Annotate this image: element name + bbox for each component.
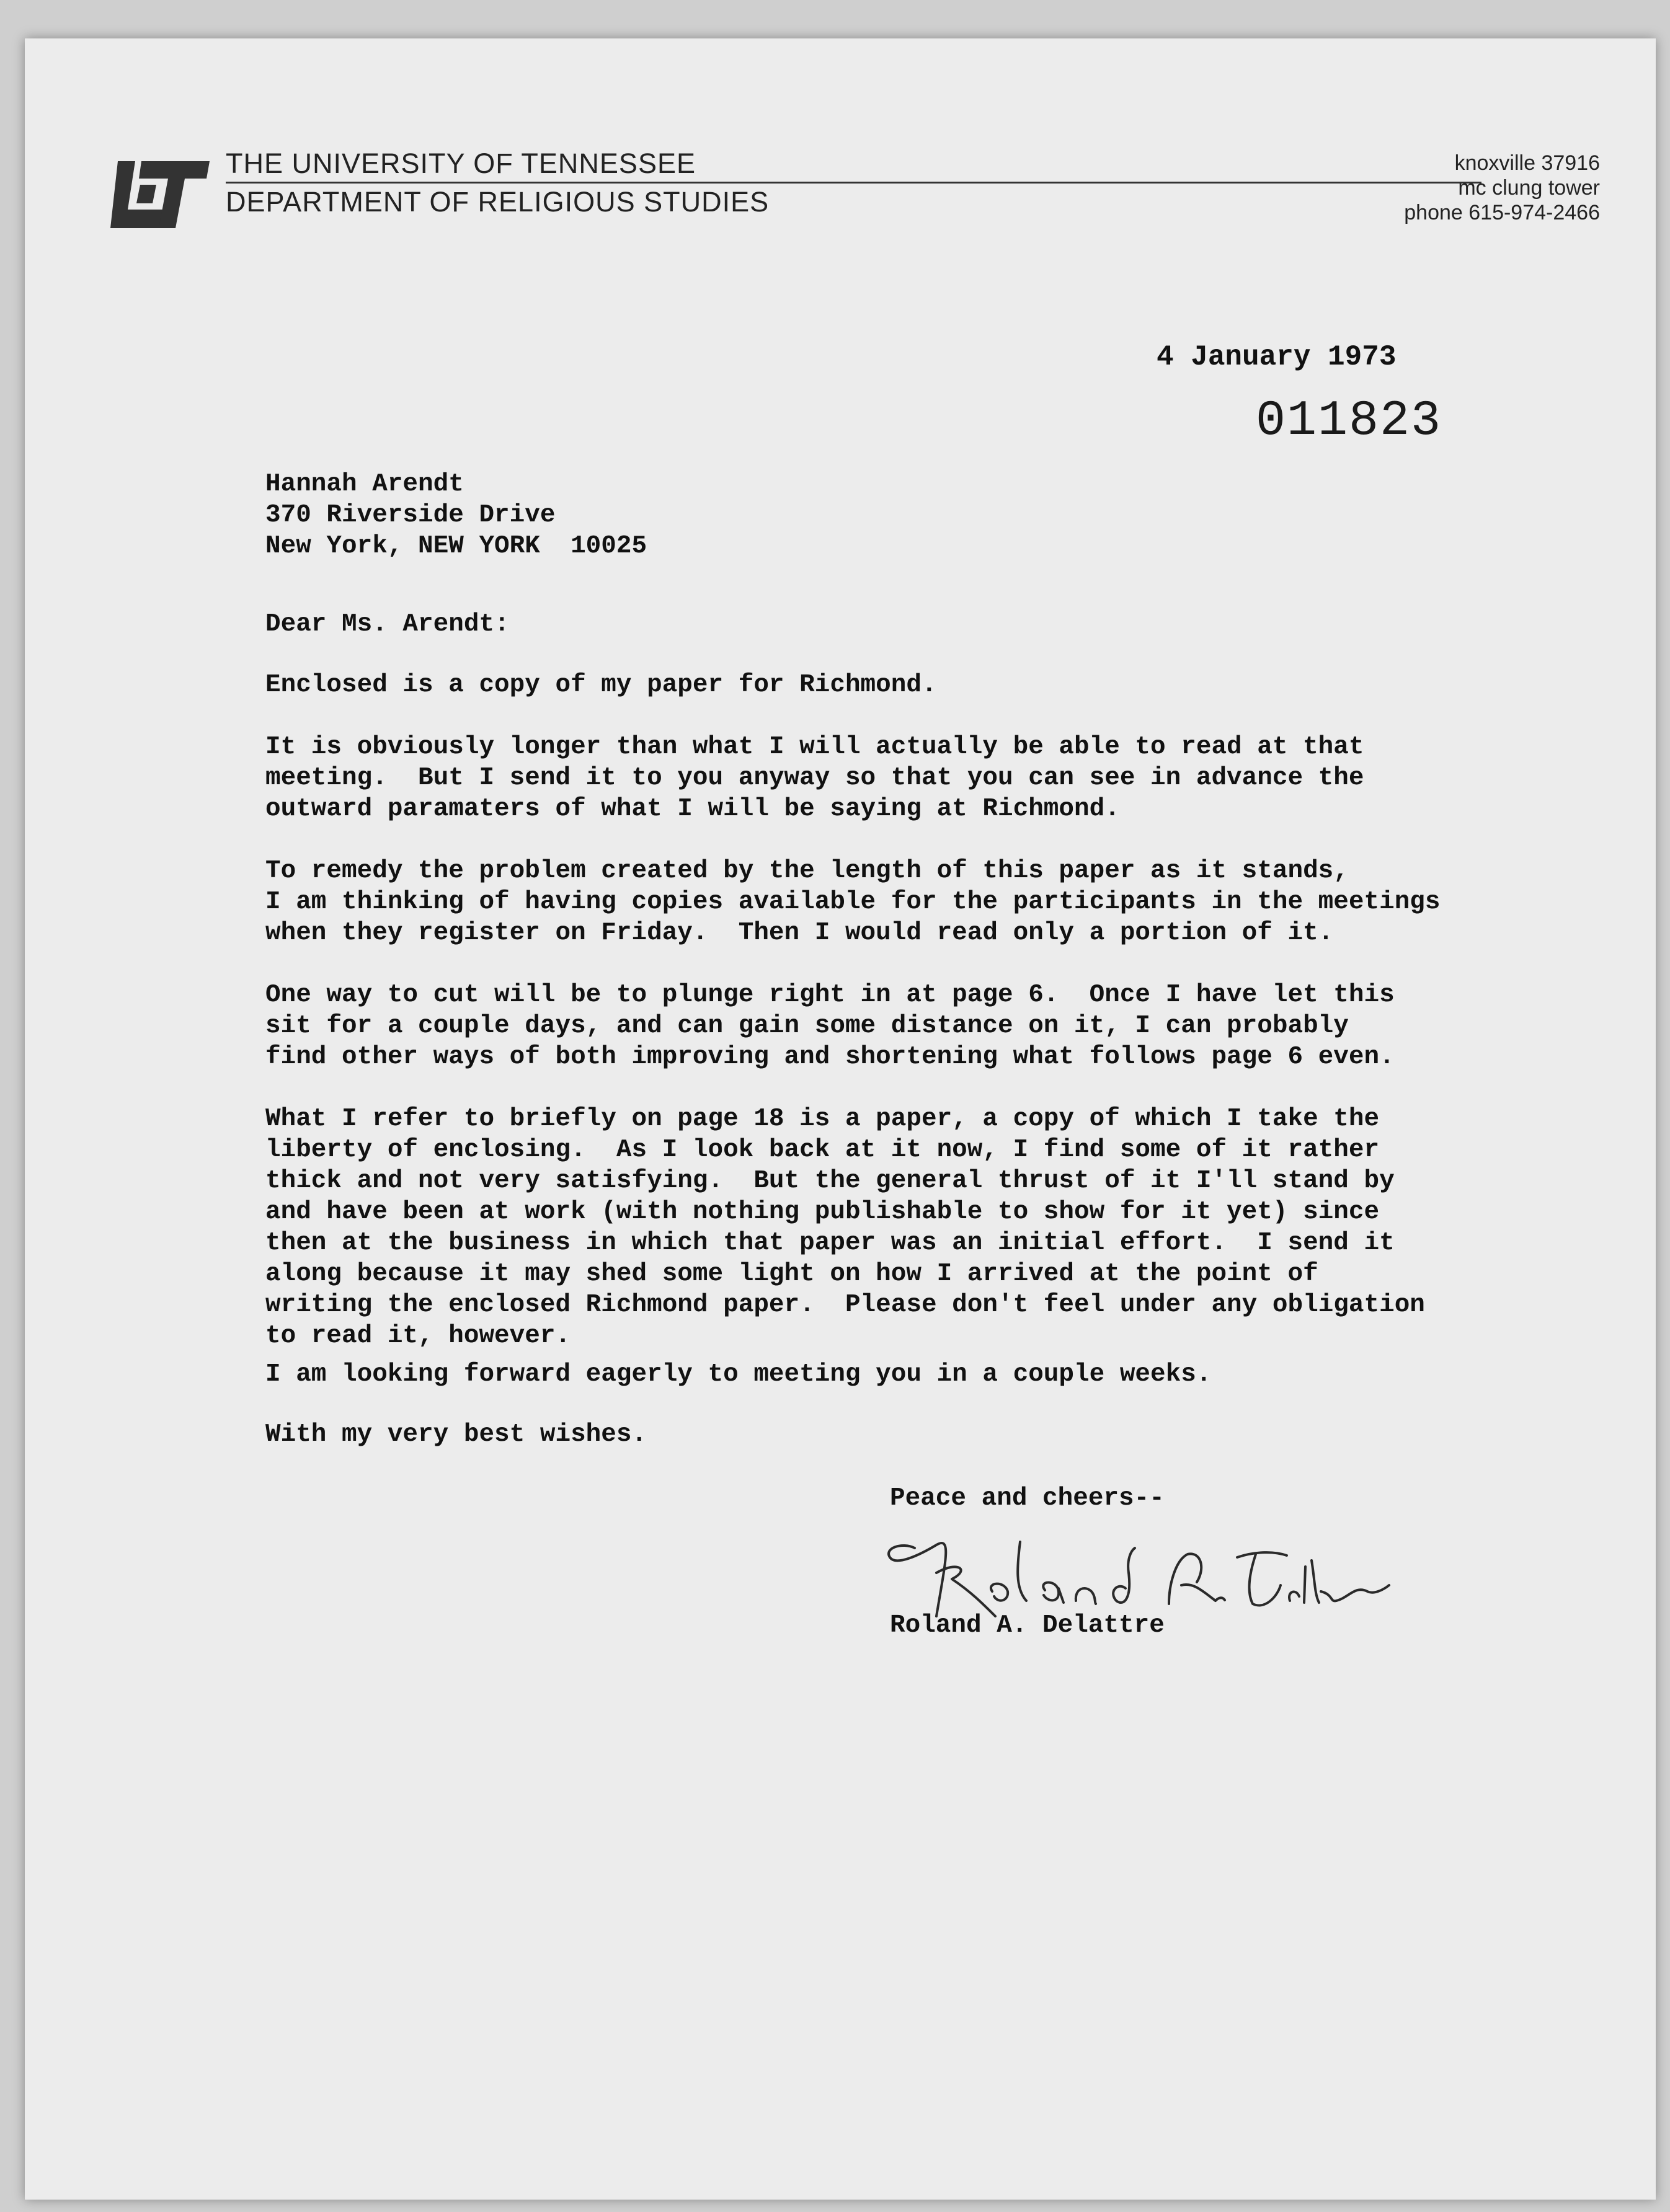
building: mc clung tower (1458, 176, 1600, 200)
recipient-city: New York, NEW YORK 10025 (265, 532, 647, 560)
letter-page (25, 38, 1656, 2200)
signer-name: Roland A. Delattre (890, 1611, 1165, 1640)
letter-date: 4 January 1973 (1157, 341, 1397, 373)
city-zip: knoxville 37916 (1454, 151, 1600, 175)
recipient-name: Hannah Arendt (265, 470, 464, 498)
paragraph-5: What I refer to briefly on page 18 is a paper, a copy of which I take the liberty of enclosing. As I look back at it now, I find some of it rather thick and not very satisfying. But the general thrust of it I'll stand by and have been at work (with nothing publishable to show for it yet) since then at the business in which that paper was an initial effort. I send it along because it may shed some light on how I arrived at the point of writing the enclosed Richmond paper. Please don't feel under any obligation to read it, however. (265, 1105, 1425, 1350)
archive-number: 011823 (1256, 393, 1442, 449)
paragraph-6: I am looking forward eagerly to meeting you in a couple weeks. (265, 1360, 1212, 1389)
department-name: DEPARTMENT OF RELIGIOUS STUDIES (226, 186, 770, 218)
ut-logo-icon (105, 155, 211, 236)
closing: Peace and cheers-- (890, 1484, 1165, 1513)
paragraph-1: Enclosed is a copy of my paper for Richmond. (265, 671, 937, 699)
phone-number: phone 615-974-2466 (1404, 201, 1600, 224)
letterhead-rule (226, 182, 1481, 184)
recipient-address (265, 469, 647, 562)
paragraph-2: It is obviously longer than what I will actually be able to read at that meeting. But I send it to you anyway so that you can see in advance the outward paramaters of what I will be saying at Richmond. (265, 733, 1364, 823)
paragraph-3: To remedy the problem created by the length of this paper as it stands, I am thinking of having copies available for the participants in the meetings when they register on Friday. Then I would read only a portion of it. (265, 857, 1441, 947)
university-name: THE UNIVERSITY OF TENNESSEE (226, 148, 696, 179)
paragraph-4: One way to cut will be to plunge right in at page 6. Once I have let this sit for a couple days, and can gain some distance on it, I can probably find other ways of both improving and shortening what follows page 6 even. (265, 981, 1395, 1071)
salutation: Dear Ms. Arendt: (265, 610, 510, 639)
paragraph-7: With my very best wishes. (265, 1420, 647, 1449)
recipient-street: 370 Riverside Drive (265, 501, 556, 529)
